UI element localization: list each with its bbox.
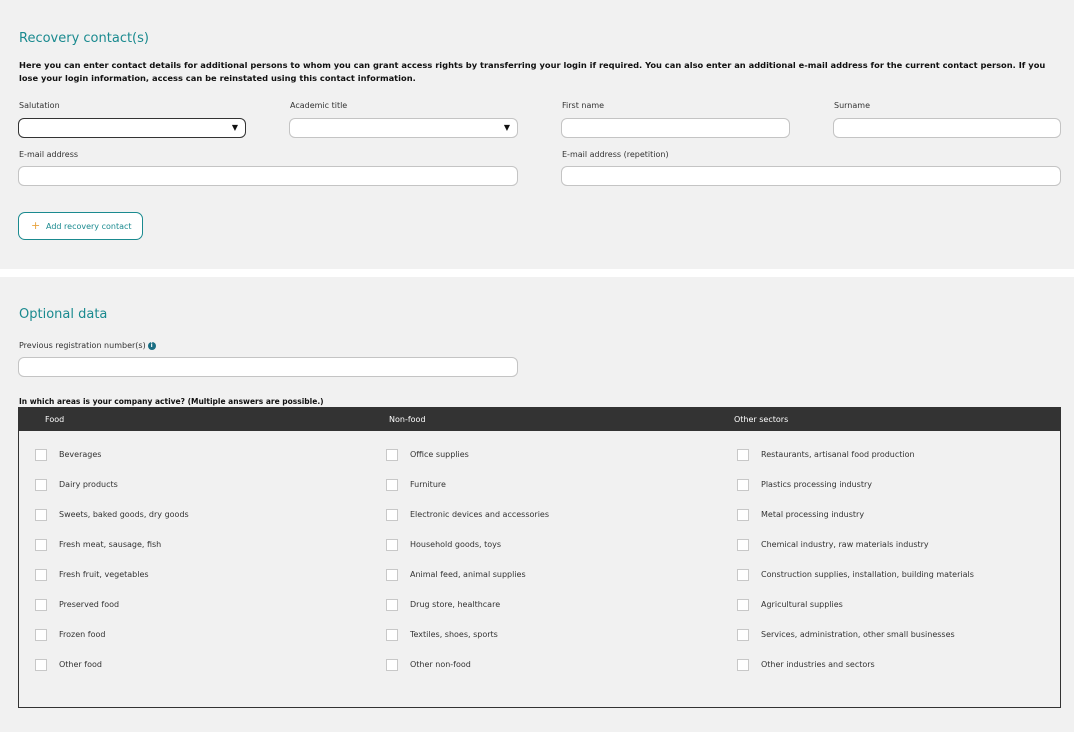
checkbox-label: Plastics processing industry [761, 480, 873, 489]
checkbox-label: Restaurants, artisanal food production [761, 450, 915, 459]
recovery-intro-text: Here you can enter contact details for additional persons to whom you can grant access rights by transferring your login if required. You can also enter an additional e-mail address for the current contact person. If you lose your login information, access can be reinstated using this contact information. [19, 60, 1046, 83]
checkbox-label: Other industries and sectors [761, 660, 875, 669]
checkbox-label: Other food [59, 660, 102, 669]
first-name-label: First name [562, 101, 605, 110]
checkbox[interactable] [737, 659, 749, 671]
add-recovery-contact-label: Add recovery contact [46, 222, 132, 231]
checkbox-label: Sweets, baked goods, dry goods [59, 510, 189, 519]
checkbox[interactable] [35, 509, 47, 521]
previous-registration-input[interactable] [18, 357, 518, 377]
email-repeat-label: E-mail address (repetition) [562, 150, 669, 159]
academic-title-select[interactable] [289, 118, 518, 138]
checkbox-label: Animal feed, animal supplies [410, 570, 526, 579]
checkbox-label: Preserved food [59, 600, 120, 609]
checkbox[interactable] [737, 569, 749, 581]
nonfood-column-header: Non-food [389, 415, 426, 424]
checkbox[interactable] [386, 509, 398, 521]
checkbox[interactable] [35, 629, 47, 641]
salutation-label: Salutation [19, 101, 60, 110]
checkbox-label: Household goods, toys [410, 540, 502, 549]
checkbox[interactable] [386, 539, 398, 551]
plus-icon: + [31, 219, 41, 232]
checkbox[interactable] [35, 599, 47, 611]
checkbox-label: Furniture [410, 480, 446, 489]
checkbox[interactable] [737, 479, 749, 491]
academic-title-label: Academic title [290, 101, 348, 110]
email-label: E-mail address [19, 150, 79, 159]
checkbox[interactable] [35, 659, 47, 671]
checkbox[interactable] [35, 449, 47, 461]
checkbox-label: Office supplies [410, 450, 469, 459]
business-areas-table [18, 407, 1061, 708]
food-column-header: Food [45, 415, 65, 424]
dropdown-arrow-icon: ▼ [503, 123, 510, 132]
optional-section-title: Optional data [19, 307, 108, 322]
checkbox-label: Services, administration, other small businesses [761, 630, 955, 639]
table-header [19, 408, 1060, 431]
first-name-input[interactable] [561, 118, 790, 138]
checkbox-label: Chemical industry, raw materials industry [761, 540, 929, 549]
other-sectors-column-header: Other sectors [734, 415, 789, 424]
info-icon[interactable]: i [148, 342, 156, 350]
checkbox[interactable] [386, 569, 398, 581]
dropdown-arrow-icon: ▼ [231, 123, 238, 132]
checkbox-label: Drug store, healthcare [410, 600, 501, 609]
checkbox-label: Metal processing industry [761, 510, 865, 519]
checkbox[interactable] [386, 599, 398, 611]
checkbox-label: Electronic devices and accessories [410, 510, 550, 519]
recovery-section-title: Recovery contact(s) [19, 31, 149, 46]
checkbox-label: Dairy products [59, 480, 118, 489]
checkbox-label: Fresh meat, sausage, fish [59, 540, 162, 549]
checkbox-label: Agricultural supplies [761, 600, 843, 609]
checkbox[interactable] [35, 479, 47, 491]
previous-registration-label-text: Previous registration number(s) [19, 341, 146, 350]
checkbox[interactable] [386, 449, 398, 461]
checkbox[interactable] [386, 659, 398, 671]
checkbox-label: Other non-food [410, 660, 471, 669]
checkbox[interactable] [35, 569, 47, 581]
checkbox[interactable] [737, 449, 749, 461]
checkbox[interactable] [737, 629, 749, 641]
surname-label: Surname [834, 101, 870, 110]
business-areas-question: In which areas is your company active? (Multiple answers are possible.) [19, 397, 324, 406]
checkbox[interactable] [737, 509, 749, 521]
checkbox-label: Textiles, shoes, sports [410, 630, 498, 639]
previous-registration-label [19, 341, 156, 350]
checkbox[interactable] [386, 629, 398, 641]
checkbox[interactable] [35, 539, 47, 551]
salutation-select[interactable] [18, 118, 246, 138]
checkbox-label: Frozen food [59, 630, 106, 639]
recovery-contacts-panel [0, 0, 1074, 269]
email-repeat-input[interactable] [561, 166, 1061, 186]
email-input[interactable] [18, 166, 518, 186]
checkbox[interactable] [386, 479, 398, 491]
checkbox[interactable] [737, 599, 749, 611]
checkbox-label: Construction supplies, installation, building materials [761, 570, 974, 579]
checkbox-label: Fresh fruit, vegetables [59, 570, 149, 579]
surname-input[interactable] [833, 118, 1061, 138]
checkbox-label: Beverages [59, 450, 102, 459]
checkbox[interactable] [737, 539, 749, 551]
add-recovery-contact-button[interactable] [18, 212, 143, 240]
